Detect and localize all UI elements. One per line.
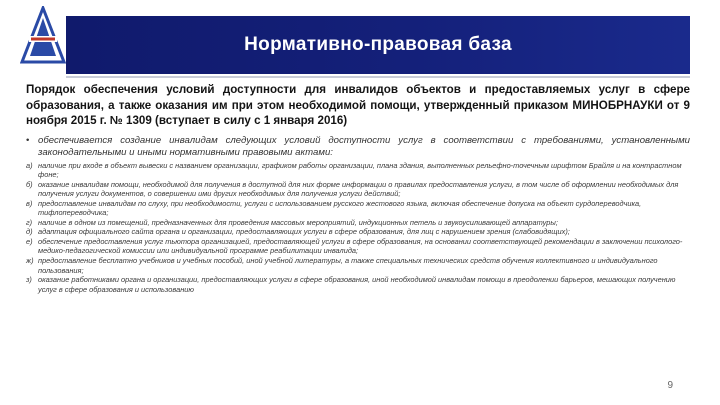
item-marker: д) [26, 227, 33, 237]
list-item [26, 180, 690, 199]
list-item [26, 218, 690, 228]
item-marker: ж) [26, 255, 34, 265]
bullet-paragraph [26, 135, 690, 159]
item-marker: е) [26, 236, 33, 246]
slide-content [26, 82, 690, 294]
page-number: 9 [667, 380, 673, 391]
triangle-emblem-icon [20, 6, 66, 66]
item-marker: б) [26, 179, 33, 189]
item-text: адаптация официального сайта органа и организации, предоставляющих услуги в сфере образования, для лиц с нарушением зрения (слабовидящих); [38, 227, 570, 237]
item-text: оказание инвалидам помощи, необходимой для получения в доступной для них форме информации о правилах предоставления услуги, в том числе об оформлении необходимых для получения услуги документов, о совершении ими других необходимых для получения услуги действий; [38, 179, 679, 199]
item-marker: в) [26, 198, 33, 208]
item-text: наличие при входе в объект вывески с названием организации, графиком работы организации, плана здания, выполненных рельефно-точечным шрифтом Брайля и на контрастном фоне; [38, 160, 682, 180]
list-item [26, 275, 690, 294]
item-text: обеспечение предоставления услуг тьютора организацией, предоставляющей услуги в сфере образования, на основании соответствующей рекомендации в заключении психолого-медико-педагогической комиссии или индивидуальной программе реабилитации инвалида; [38, 236, 683, 256]
requirements-list [26, 161, 690, 295]
item-text: предоставление бесплатно учебников и учебных пособий, иной учебной литературы, а также специальных технических средств обучения коллективного и индивидуального пользования; [38, 255, 658, 275]
bullet-marker: • [26, 134, 30, 146]
list-item [26, 237, 690, 256]
list-item [26, 161, 690, 180]
intro-paragraph: Порядок обеспечения условий доступности для инвалидов объектов и предоставляемых услуг в сфере образования, а также оказания им при этом необходимой помощи, утвержденный приказом МИНОБРНАУКИ от 9 ноября 2015 г. № 1309 (вступает в силу с 1 января 2016) [26, 83, 690, 127]
title-bar [66, 16, 690, 74]
item-marker: г) [26, 217, 33, 227]
item-text: оказание работниками органа и организации, предоставляющих услуги в сфере образования, иной необходимой инвалидам помощи в преодолении барьеров, мешающих получению услуг в сфере образования и использованию [38, 275, 676, 294]
item-marker: з) [26, 275, 32, 285]
item-text: наличие в одном из помещений, предназначенных для проведения массовых мероприятий, индукционных петель и звукоусиливающей аппаратуры; [38, 217, 558, 227]
list-item [26, 227, 690, 237]
bullet-text: обеспечивается создание инвалидам следующих условий доступности услуг в соответствии с требованиями, установленными законодательными и иными нормативными правовыми актами: [38, 134, 690, 158]
slide-title: Нормативно-правовая база [244, 34, 512, 55]
title-divider [66, 76, 690, 78]
item-marker: а) [26, 160, 33, 170]
logo [20, 6, 66, 66]
list-item [26, 199, 690, 218]
item-text: предоставление инвалидам по слуху, при необходимости, услуги с использованием русского жестового языка, включая обеспечение допуска на объект сурдопереводчика, тифлопереводчика; [38, 198, 642, 218]
list-item [26, 256, 690, 275]
